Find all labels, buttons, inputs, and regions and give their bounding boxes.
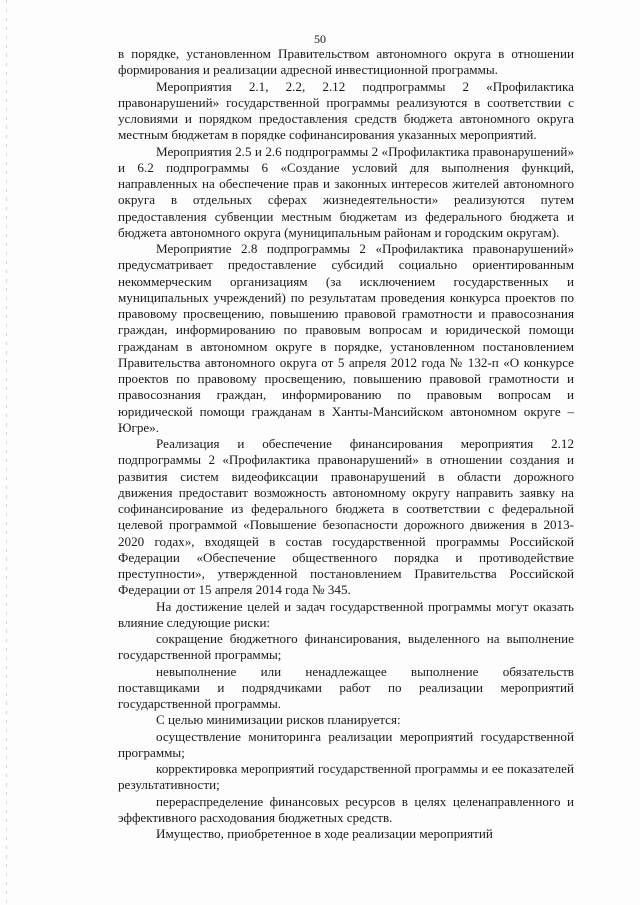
paragraph: С целью минимизации рисков планируется: [156,712,401,728]
paragraph: Реализация и обеспечение финансирования мероприятия 2.12 подпрограммы 2 «Профилактика правонарушений» в отношении создания и развития систем видеофиксации правонарушений в области дорожного движения предоставит возможность автономному округу направить заявку на софинансирование из федерального бюджета в соответствии с федеральной целевой программой «Повышение безопасности дорожного движения в 2013-2020 годах», входящей в состав государственной программы Российской Федерации «Обеспечение общественного порядка и противодействие преступности», утвержденной постановлением Правительства Российской Федерации от 15 апреля 2014 года № 345. [118,436,574,598]
paragraph: Мероприятие 2.8 подпрограммы 2 «Профилактика правонарушений» предусматривает предоставление субсидий социально ориентированным некоммерческим организациям (за исключением государственных и муниципальных учреждений) по результатам проведения конкурса проектов по правовому просвещению, повышению правовой грамотности и правосознания граждан, информированию по правовым вопросам и юридической помощи гражданам в автономном округе в порядке, установленном постановлением Правительства автономного округа от 5 апреля 2012 года № 132-п «О конкурсе проектов по правовому просвещению, повышению правовой грамотности и правосознания граждан, информированию по правовым вопросам и юридической помощи гражданам в Ханты-Мансийском автономном округе – Югре». [118,241,574,435]
mitigation-item: осуществление мониторинга реализации мероприятий государственной программы; [118,728,574,760]
paragraph: Мероприятия 2.5 и 2.6 подпрограммы 2 «Профилактика правонарушений» и 6.2 подпрограммы 6 «Создание условий для выполнения функций, направленных на обеспечение прав и законных интересов жителей автономного округа в отдельных сферах жизнедеятельности» реализуются путем предоставления субвенции местным бюджетам из федерального бюджета и бюджета автономного округа (муниципальным районам и городским округам). [118,143,574,240]
paragraph-continuation: в порядке, установленном Правительством автономного округа в отношении формирования и реализации адресной инвестиционной программы. [118,46,574,78]
page-number: 50 [314,32,326,46]
paragraph-last: Имущество, приобретенное в ходе реализации мероприятий [156,826,493,841]
document-body [118,46,574,842]
mitigation-item: перераспределение финансовых ресурсов в целях целенаправленного и эффективного расходования бюджетных средств. [118,793,574,825]
scan-edge-marks [6,0,7,905]
risk-item: сокращение бюджетного финансирования, выделенного на выполнение государственной программы; [118,631,574,663]
mitigation-item: корректировка мероприятий государственной программы и ее показателей результативности; [118,761,574,793]
paragraph: Мероприятия 2.1, 2.2, 2.12 подпрограммы 2 «Профилактика правонарушений» государственной программы реализуются в соответствии с условиями и порядком предоставления средств бюджета автономного округа местным бюджетам в порядке софинансирования указанных мероприятий. [118,78,574,143]
risk-item: невыполнение или ненадлежащее выполнение обязательств поставщиками и подрядчиками работ по реализации мероприятий государственной программы. [118,663,574,711]
paragraph: На достижение целей и задач государственной программы могут оказать влияние следующие риски: [118,598,574,630]
